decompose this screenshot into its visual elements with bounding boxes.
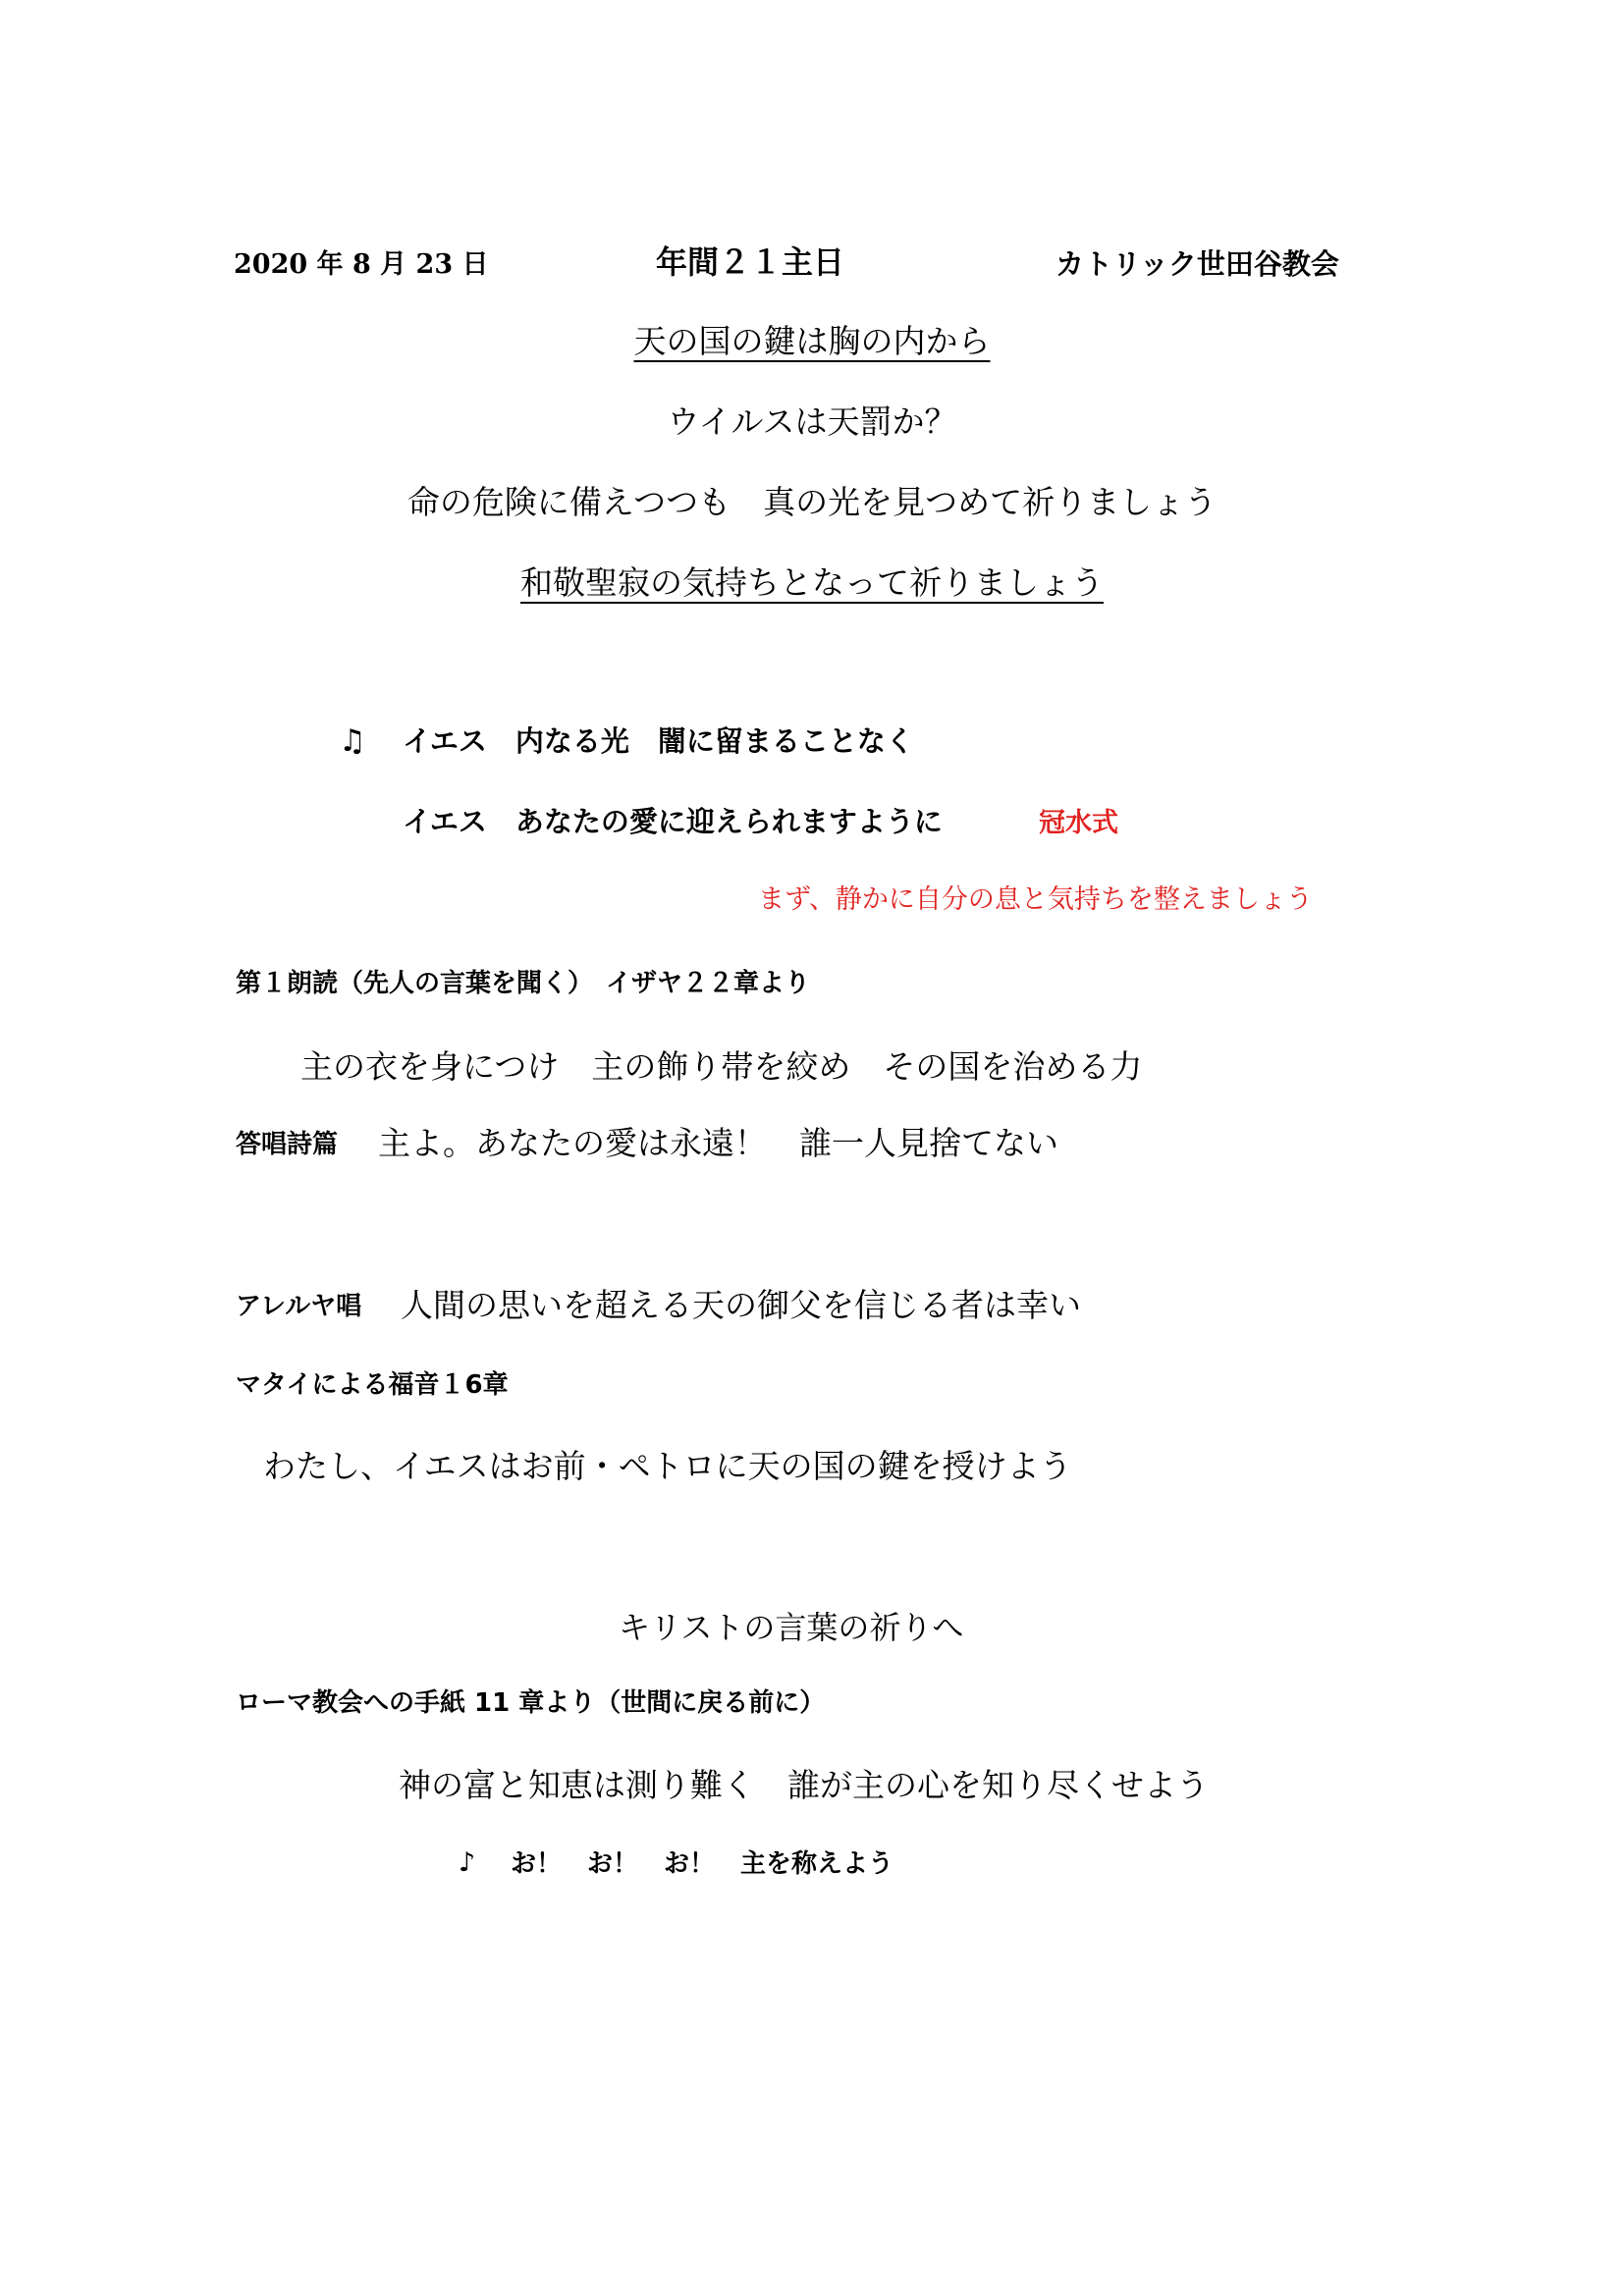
psalm-label: 答唱詩篇 (236, 1130, 339, 1159)
theme-line-4: 和敬聖寂の気持ちとなって祈りましょう (520, 563, 1104, 602)
music-note-icon: ♪ (459, 1847, 476, 1878)
music-notes-icon: ♫ (339, 723, 366, 759)
instruction-text: まず、静かに自分の息と気持ちを整えましょう (758, 884, 1313, 915)
entrance-song-line-1: イエス 内なる光 闇に留まることなく (403, 724, 914, 758)
theme-line-3: 命の危険に備えつつも 真の光を見つめて祈りましょう (406, 483, 1218, 521)
prayer-heading: キリストの言葉の祈りへ (619, 1609, 964, 1646)
first-reading-text: 主の衣を身につけ 主の飾り帯を絞め その国を治める力 (300, 1047, 1143, 1086)
gospel-label: マタイによる福音１6章 (236, 1370, 509, 1400)
rite-label: 冠水式 (1039, 808, 1118, 838)
first-reading-label: 第１朗読（先人の言葉を聞く） イザヤ２２章より (236, 969, 811, 998)
epistle-text: 神の富と知恵は測り難く 誰が主の心を知り尽くせよう (399, 1766, 1209, 1804)
psalm-text: 主よ。あなたの愛は永遠！ 誰一人見捨てない (378, 1124, 1058, 1162)
theme-line-1: 天の国の鍵は胸の内から (633, 322, 991, 360)
theme-line-2: ウイルスは天罰か？ (667, 402, 957, 441)
entrance-song-line-2: イエス あなたの愛に迎えられますように (403, 805, 943, 838)
page-title: 年間２１主日 (656, 243, 845, 281)
gospel-text: わたし、イエスはお前・ペトロに天の国の鍵を授けよう (263, 1447, 1072, 1485)
alleluia-text: 人間の思いを超える天の御父を信じる者は幸い (401, 1286, 1081, 1324)
alleluia-label: アレルヤ唱 (236, 1292, 362, 1321)
church-name: カトリック世田谷教会 (1056, 247, 1339, 281)
epistle-label: ローマ教会への手紙 11 章より（世間に戻る前に） (236, 1688, 826, 1718)
closing-song: お！ お！ お！ 主を称えよう (511, 1849, 894, 1879)
date: 2020 年 8 月 23 日 (234, 249, 489, 280)
